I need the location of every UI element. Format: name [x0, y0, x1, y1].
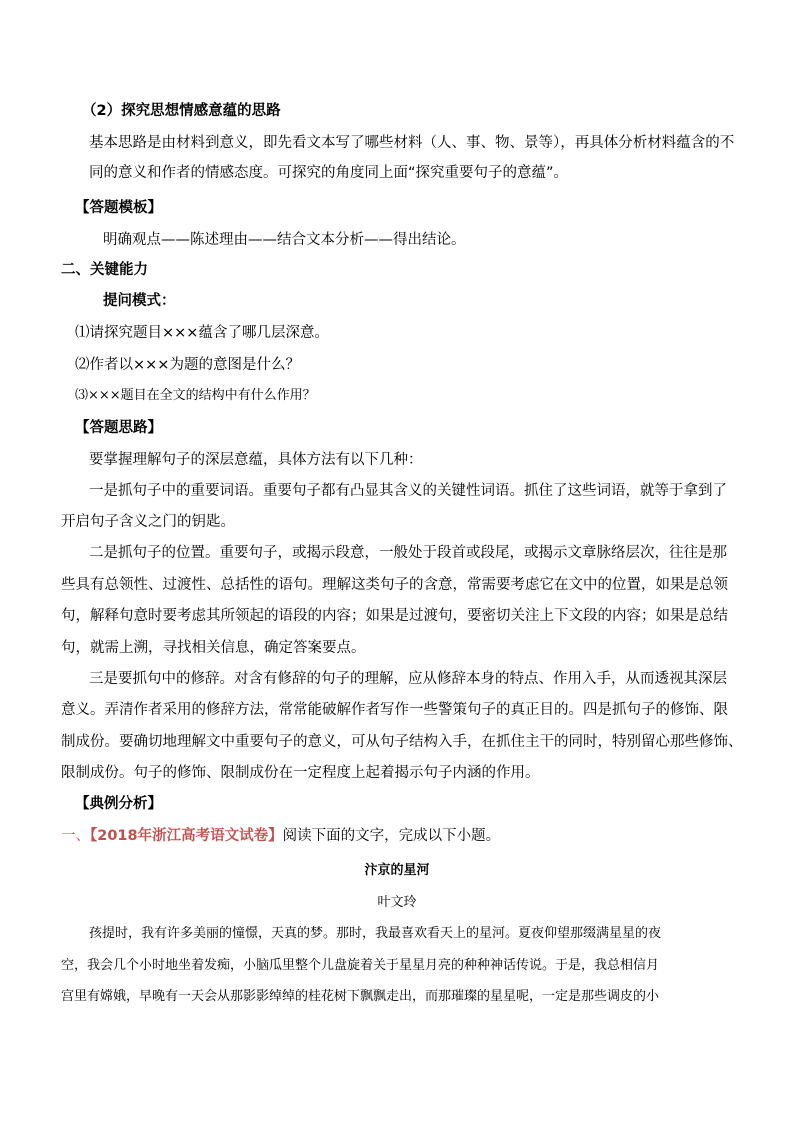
example-heading: 【典例分析】 — [75, 796, 162, 812]
example-number: 一、 — [61, 828, 90, 844]
method-three-line-3: 制成份。要确切地理解文中重要句子的意义，可从句子结构入手，在抓住主干的同时，特别留心那些修饰、 — [61, 734, 743, 750]
question-pattern-heading: 提问模式： — [103, 293, 176, 309]
story-line-1: 孩提时，我有许多美丽的憧憬，天真的梦。那时，我最喜欢看天上的星河。夏夜仰望那缀满星星的夜 — [89, 926, 662, 941]
story-author: 叶文玲 — [377, 895, 417, 910]
method-three-line-1: 三是要抓句中的修辞。对含有修辞的句子的理解，应从修辞本身的特点、作用入手，从而透视其深层 — [89, 671, 727, 687]
question-item: ⑴请探究题目×××蕴含了哪几层深意。 — [75, 325, 329, 341]
intro-paragraph-line-1: 基本思路是由材料到意义，即先看文本写了哪些材料（人、事、物、景等），再具体分析材料蕴含的不 — [89, 135, 735, 151]
method-three-line-2: 意义。弄清作者采用的修辞方法，常常能破解作者写作一些警策句子的真正目的。四是抓句子的修饰、限 — [61, 702, 728, 718]
method-two-line-1: 二是抓句子的位置。重要句子，或揭示段意，一般处于段首或段尾，或揭示文章脉络层次，往往是那 — [89, 545, 727, 561]
method-three-line-4: 限制成份。句子的修饰、限制成份在一定程度上起着揭示句子内涵的作用。 — [61, 765, 540, 781]
question-item: ⑵作者以×××为题的意图是什么？ — [75, 357, 300, 373]
question-item: ⑶×××题目在全文的结构中有什么作用？ — [75, 388, 316, 403]
approach-intro: 要掌握理解句子的深层意蕴，具体方法有以下几种： — [89, 452, 423, 468]
template-heading: 【答题模板】 — [75, 200, 162, 216]
approach-heading: 【答题思路】 — [75, 420, 162, 436]
story-line-2: 空，我会几个小时地坐着发痴，小脑瓜里整个儿盘旋着关于星星月亮的种种神话传说。于是，我总相信月 — [61, 958, 660, 973]
example-instruction: 阅读下面的文字，完成以下小题。 — [282, 828, 501, 844]
method-two-line-2: 些具有总领性、过渡性、总括性的语句。理解这类句子的含意，常需要考虑它在文中的位置，如果是总领 — [61, 577, 728, 593]
example-question-line — [61, 826, 500, 846]
section-two-heading: 二、关键能力 — [61, 262, 148, 278]
method-two-line-4: 句，就需上溯，寻找相关信息，确定答案要点。 — [61, 640, 366, 656]
story-title: 汴京的星河 — [364, 863, 430, 878]
template-text: 明确观点——陈述理由——结合文本分析——得出结论。 — [103, 232, 466, 248]
story-line-3: 宫里有嫦娥，早晚有一天会从那影影绰绰的桂花树下飘飘走出，而那璀璨的星星呢，一定是那些调皮的小 — [61, 989, 660, 1004]
example-source: 【2018年浙江高考语文试卷】 — [90, 828, 283, 844]
section-subheading: （2）探究思想情感意蕴的思路 — [82, 103, 281, 119]
method-one-line-1: 一是抓句子中的重要词语。重要句子都有凸显其含义的关键性词语。抓住了这些词语，就等于拿到了 — [89, 483, 727, 499]
method-two-line-3: 句，解释句意时要考虑其所领起的语段的内容；如果是过渡句，要密切关注上下文段的内容；如果是总结 — [61, 608, 728, 624]
method-one-line-2: 开启句子含义之门的钥匙。 — [61, 514, 235, 530]
intro-paragraph-line-2: 同的意义和作者的情感态度。可探究的角度同上面“探究重要句子的意蕴”。 — [89, 165, 569, 181]
